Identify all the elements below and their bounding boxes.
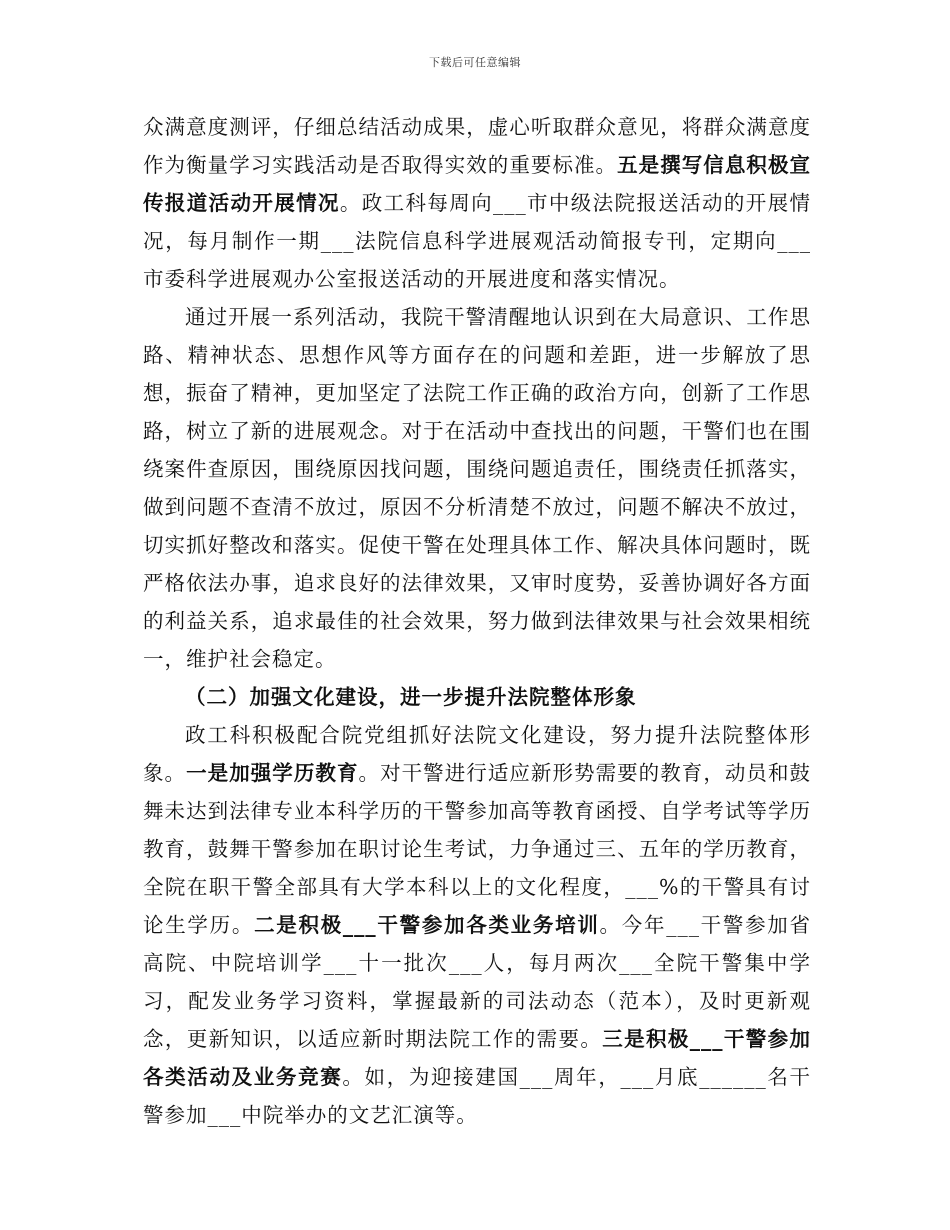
bold-text-run: 二是积极___干警参加各类业务培训 [254,913,600,937]
text-run: 政工科积极配合院党组抓好法院文化建设，努力提升法院整体形象。 [143,723,811,785]
bold-text-run: 三是积极___干警参加各类活动及业务竞赛 [143,1027,812,1089]
heading-text: （二）加强文化建设，进一步提升法院整体形象 [185,685,637,709]
text-run: 。对干警进行适应新形势需要的教育，动员和鼓舞未达到法律专业本科学历的干警参加高等教育函授、自学考试等学历教育，鼓舞干警参加在职讨论生考试，力争通过三、五年的学历教育，全院在职干警全部具有大学本科以上的文化程度，___%的干警具有讨论生学历。 [143,761,812,937]
section-heading [143,678,811,716]
text-run: 通过开展一系列活动，我院干警清醒地认识到在大局意识、工作思路、精神状态、思想作风等方面存在的问题和差距，进一步解放了思想，振奋了精神，更加坚定了法院工作正确的政治方向，创新了工作思路，树立了新的进展观念。对于在活动中查找出的问题，干警们也在围绕案件查原因，围绕原因找问题，围绕问题追责任，围绕责任抓落实，做到问题不查清不放过，原因不分析清楚不放过，问题不解决不放过，切实抓好整改和落实。促使干警在处理具体工作、解决具体问题时，既严格依法办事，追求良好的法律效果，又审时度势，妥善协调好各方面的利益关系，追求最佳的社会效果，努力做到法律效果与社会效果相统一，维护社会稳定。 [143,305,811,671]
paragraph [143,716,811,1134]
bold-text-run: 五是撰写信息积极宣传报道活动开展情况 [143,153,812,215]
document-body [143,108,811,1134]
text-run: 众满意度测评，仔细总结活动成果，虚心听取群众意见，将群众满意度作为衡量学习实践活动是否取得实效的重要标准。 [143,115,811,177]
text-run: 。政工科每周向___市中级法院报送活动的开展情况，每月制作一期___法院信息科学进展观活动简报专刊，定期向___市委科学进展观办公室报送活动的开展进度和落实情况。 [143,191,812,291]
text-run: 。如，为迎接建国___周年，___月底______名干警参加___中院举办的文艺汇演等。 [143,1065,812,1127]
paragraph [143,108,811,298]
page-header: 下载后可任意编辑 [429,56,521,69]
bold-text-run: 一是加强学历教育 [186,761,359,785]
text-run: 。今年___干警参加省高院、中院培训学___十一批次___人，每月两次___全院干警集中学习，配发业务学习资料，掌握最新的司法动态（范本），及时更新观念，更新知识，以适应新时期法院工作的需要。 [143,913,812,1051]
paragraph [143,298,811,678]
